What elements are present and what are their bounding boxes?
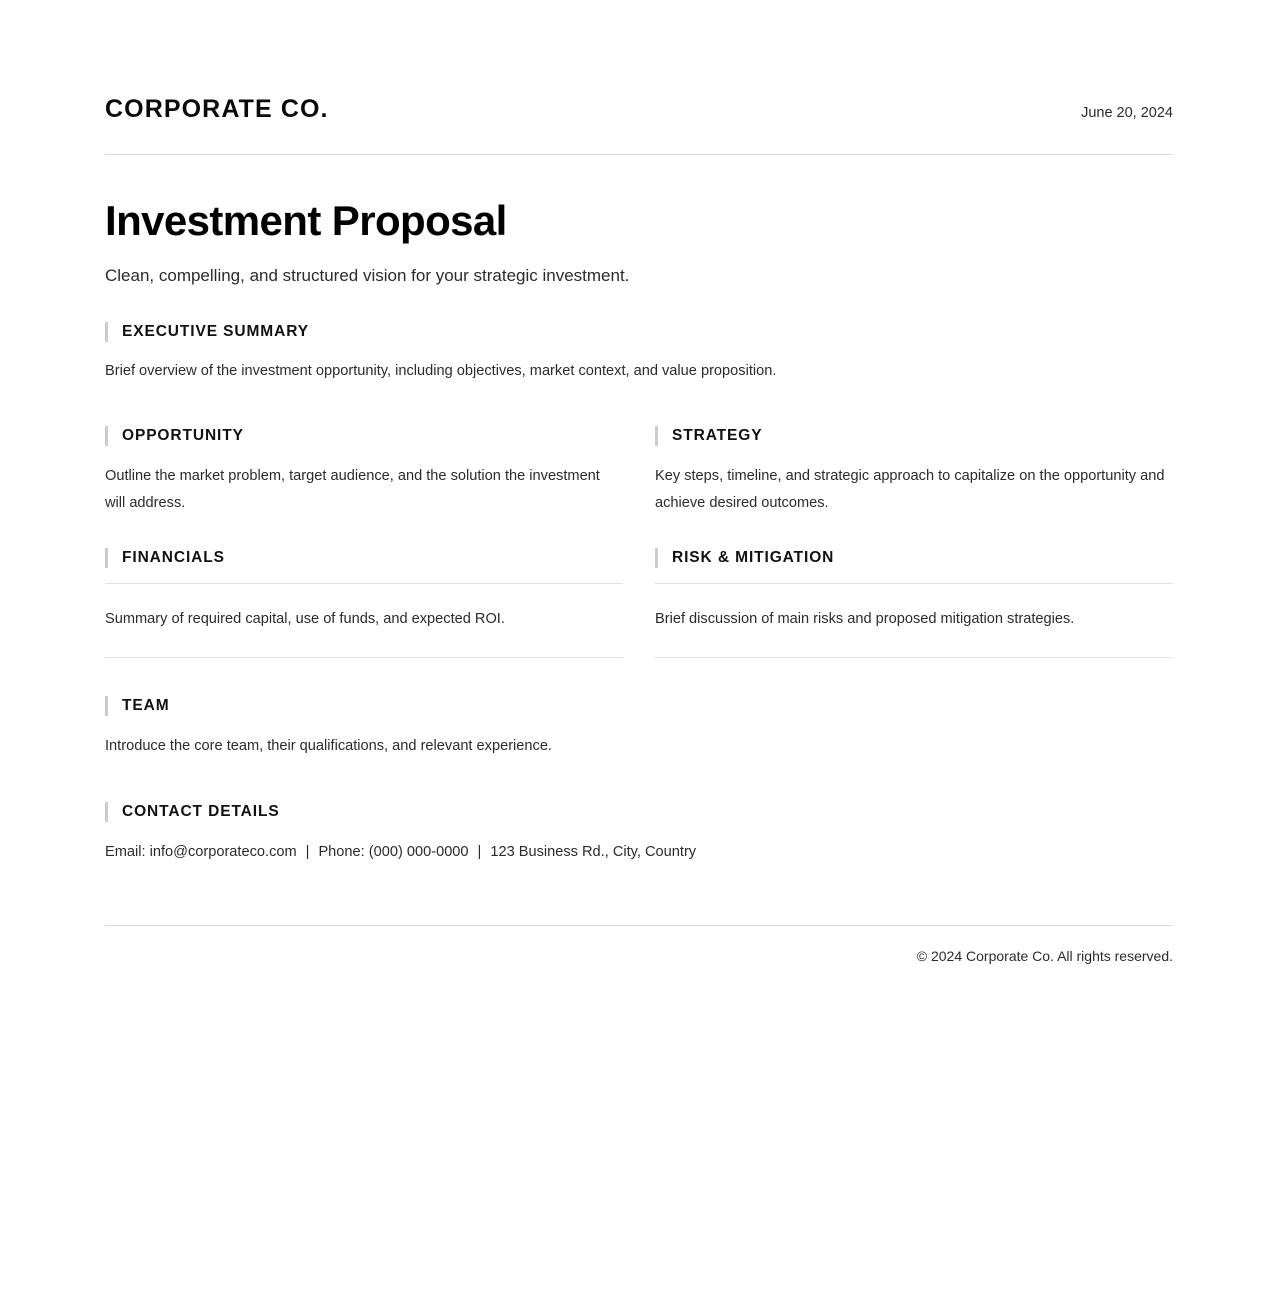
section-heading bbox=[105, 322, 1173, 342]
accent-bar-icon bbox=[105, 322, 108, 342]
section-title-risk-mitigation: RISK & MITIGATION bbox=[672, 549, 835, 567]
page-title: Investment Proposal bbox=[105, 197, 507, 244]
contact-line bbox=[105, 839, 1173, 867]
contact-separator: | bbox=[477, 843, 482, 860]
contact-email[interactable]: Email: info@corporateco.com bbox=[105, 843, 297, 860]
section-contact-details bbox=[105, 802, 1173, 867]
accent-bar-icon bbox=[655, 548, 658, 568]
footer-divider bbox=[105, 925, 1173, 926]
section-heading bbox=[105, 426, 623, 446]
columns-opportunity-strategy bbox=[105, 426, 1173, 518]
section-heading bbox=[105, 696, 1173, 716]
section-body-opportunity: Outline the market problem, target audience, and the solution the investment will address. bbox=[105, 467, 600, 512]
title-block bbox=[105, 199, 1173, 288]
contact-address: 123 Business Rd., City, Country bbox=[490, 843, 697, 860]
section-financials bbox=[105, 548, 623, 658]
section-risk-mitigation bbox=[655, 548, 1173, 658]
section-title-executive-summary: EXECUTIVE SUMMARY bbox=[122, 323, 309, 341]
accent-bar-icon bbox=[655, 426, 658, 446]
masthead bbox=[105, 0, 1173, 122]
contact-separator: | bbox=[305, 843, 310, 860]
masthead-divider bbox=[105, 154, 1173, 155]
section-body-risk-mitigation: Brief discussion of main risks and proposed mitigation strategies. bbox=[655, 583, 1173, 658]
section-body-executive-summary: Brief overview of the investment opportunity, including objectives, market context, and value proposition. bbox=[105, 363, 777, 380]
section-body-strategy: Key steps, timeline, and strategic approach to capitalize on the opportunity and achieve desired outcomes. bbox=[655, 467, 1165, 512]
section-body-team: Introduce the core team, their qualifications, and relevant experience. bbox=[105, 737, 552, 754]
section-body-financials: Summary of required capital, use of funds, and expected ROI. bbox=[105, 583, 623, 658]
page-subtitle: Clean, compelling, and structured vision for your strategic investment. bbox=[105, 266, 630, 286]
section-executive-summary bbox=[105, 322, 1173, 386]
section-heading bbox=[105, 548, 623, 568]
section-title-opportunity: OPPORTUNITY bbox=[122, 427, 244, 444]
section-strategy bbox=[655, 426, 1173, 518]
section-title-contact-details: CONTACT DETAILS bbox=[122, 802, 280, 820]
section-team bbox=[105, 696, 1173, 761]
section-opportunity bbox=[105, 426, 623, 518]
company-logo-text: CORPORATE CO. bbox=[105, 95, 329, 123]
section-heading bbox=[105, 802, 1173, 822]
document-date: June 20, 2024 bbox=[1081, 105, 1173, 121]
footer-copyright: © 2024 Corporate Co. All rights reserved. bbox=[916, 948, 1173, 965]
section-title-financials: FINANCIALS bbox=[122, 549, 225, 567]
contact-phone[interactable]: Phone: (000) 000-0000 bbox=[318, 843, 469, 860]
columns-financials-risk bbox=[105, 548, 1173, 658]
accent-bar-icon bbox=[105, 802, 108, 822]
accent-bar-icon bbox=[105, 548, 108, 568]
section-title-strategy: STRATEGY bbox=[672, 427, 763, 444]
section-heading bbox=[655, 548, 1173, 568]
section-heading bbox=[655, 426, 1173, 446]
section-title-team: TEAM bbox=[122, 697, 170, 715]
document-sheet bbox=[105, 0, 1173, 963]
accent-bar-icon bbox=[105, 696, 108, 716]
accent-bar-icon bbox=[105, 426, 108, 446]
